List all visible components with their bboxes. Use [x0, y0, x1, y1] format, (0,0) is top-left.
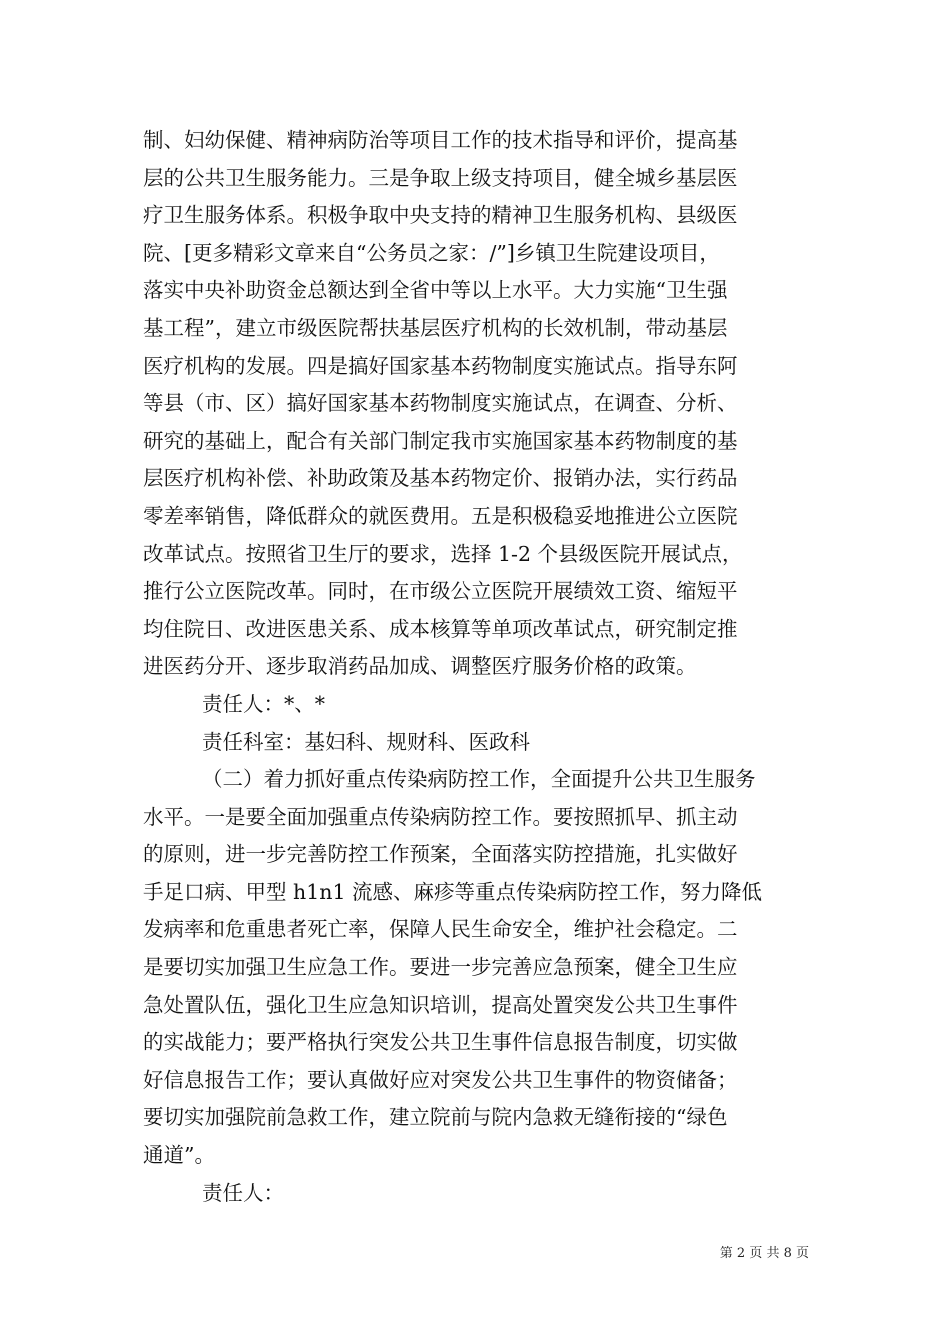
text-line: 基工程”，建立市级医院帮扶基层医疗机构的长效机制，带动基层: [143, 315, 728, 340]
text-line: 改革试点。按照省卫生厅的要求，选择 1-2 个县级医院开展试点，: [143, 541, 743, 566]
text-line: 零差率销售，降低群众的就医费用。五是积极稳妥地推进公立医院: [143, 503, 738, 528]
document-body: [143, 122, 809, 1212]
text-line: 院、[更多精彩文章来自“公务员之家：/”]乡镇卫生院建设项目，: [143, 240, 720, 265]
text-line: 进医药分开、逐步取消药品加成、调整医疗服务价格的政策。: [143, 654, 697, 679]
text-line: 研究的基础上，配合有关部门制定我市实施国家基本药物制度的基: [143, 428, 738, 453]
text-line: 层的公共卫生服务能力。三是争取上级支持项目，健全城乡基层医: [143, 165, 738, 190]
text-line: 要切实加强院前急救工作，建立院前与院内急救无缝衔接的“绿色: [143, 1105, 728, 1130]
text-line: 等县（市、区）搞好国家基本药物制度实施试点，在调查、分析、: [143, 391, 738, 416]
text-line: 好信息报告工作；要认真做好应对突发公共卫生事件的物资储备；: [143, 1067, 738, 1092]
text-line: 的实战能力；要严格执行突发公共卫生事件信息报告制度，切实做: [143, 1030, 738, 1055]
text-line: 医疗机构的发展。四是搞好国家基本药物制度实施试点。指导东阿: [143, 353, 738, 378]
responsible-department-line: 责任科室：基妇科、规财科、医政科: [202, 729, 530, 754]
text-line: 通道”。: [143, 1143, 215, 1168]
text-line: 推行公立医院改革。同时，在市级公立医院开展绩效工资、缩短平: [143, 579, 738, 604]
text-line: 手足口病、甲型 h1n1 流感、麻疹等重点传染病防控工作，努力降低: [143, 879, 763, 904]
section-heading-line: （二）着力抓好重点传染病防控工作，全面提升公共卫生服务: [202, 767, 756, 792]
text-line: 水平。一是要全面加强重点传染病防控工作。要按照抓早、抓主动: [143, 804, 738, 829]
text-line: 制、妇幼保健、精神病防治等项目工作的技术指导和评价，提高基: [143, 128, 738, 152]
text-line: 急处置队伍，强化卫生应急知识培训，提高处置突发公共卫生事件: [143, 992, 738, 1017]
text-line: 均住院日、改进医患关系、成本核算等单项改革试点，研究制定推: [143, 616, 738, 641]
text-line: 疗卫生服务体系。积极争取中央支持的精神卫生服务机构、县级医: [143, 203, 738, 228]
text-line: 层医疗机构补偿、补助政策及基本药物定价、报销办法，实行药品: [143, 466, 738, 491]
text-line: 发病率和危重患者死亡率，保障人民生命安全，维护社会稳定。二: [143, 917, 738, 942]
text-line: 落实中央补助资金总额达到全省中等以上水平。大力实施“卫生强: [143, 278, 728, 303]
responsible-person-line: 责任人：: [202, 1180, 284, 1205]
responsible-person-line: 责任人：*、*: [202, 691, 325, 716]
text-line: 是要切实加强卫生应急工作。要进一步完善应急预案，健全卫生应: [143, 955, 738, 980]
text-line: 的原则，进一步完善防控工作预案，全面落实防控措施，扎实做好: [143, 842, 738, 867]
page-number-footer: 第 2 页 共 8 页: [719, 1246, 809, 1261]
